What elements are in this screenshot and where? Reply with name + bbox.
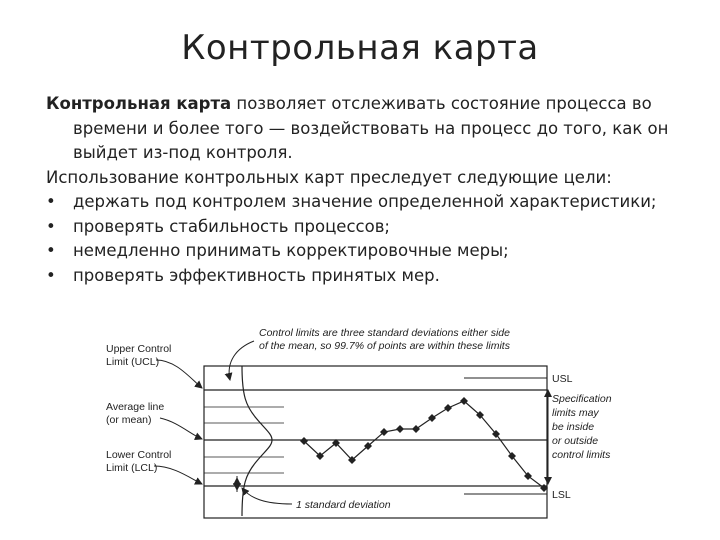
ucl-arrow xyxy=(156,360,202,388)
spec-note: or outside xyxy=(552,435,599,447)
intro-paragraph xyxy=(46,92,696,166)
data-point xyxy=(396,425,404,433)
spec-note: be inside xyxy=(552,421,595,433)
goals-lead: Использование контрольных карт преследует следующие цели: xyxy=(46,167,612,187)
bullet-dot: • xyxy=(46,216,56,236)
data-point xyxy=(412,425,420,433)
spec-note: limits may xyxy=(552,407,599,419)
usl-label: USL xyxy=(552,373,573,385)
goals-list xyxy=(46,190,696,288)
bullet-dot: • xyxy=(46,241,56,260)
goal-text: немедленно принимать корректировочные меры; xyxy=(73,241,509,260)
slide-body xyxy=(46,92,696,288)
control-chart-diagram xyxy=(104,326,624,522)
goal-text: проверять эффективность принятых мер. xyxy=(73,265,440,285)
sigma-note-arrow xyxy=(242,488,292,504)
slide-title: Контрольная карта xyxy=(181,28,539,68)
spec-note: control limits xyxy=(552,449,611,461)
lcl-label: Limit (LCL) xyxy=(106,462,158,474)
ucl-label: Limit (UCL) xyxy=(106,356,160,368)
distribution-curve xyxy=(242,366,272,516)
lsl-label: LSL xyxy=(552,489,571,501)
data-series-line xyxy=(304,401,544,488)
intro-term: Контрольная карта xyxy=(46,94,232,113)
chart-frame xyxy=(204,366,547,518)
goal-text: проверять стабильность процессов; xyxy=(73,216,390,236)
spec-note: Specification xyxy=(552,393,612,405)
average-arrow xyxy=(160,418,202,439)
ucl-label: Upper Control xyxy=(106,343,172,355)
goal-item xyxy=(46,264,696,289)
data-point xyxy=(444,404,452,412)
lcl-arrow xyxy=(154,466,202,484)
bullet-dot: • xyxy=(46,192,56,211)
control-limits-note: Control limits are three standard deviations either side xyxy=(259,327,510,339)
average-label: (or mean) xyxy=(106,414,152,426)
intro-text: позволяет отслеживать состояние процесса во времени и более того — воздействовать на процесс до того, как он выйдет из-под контроля. xyxy=(73,94,669,162)
data-point xyxy=(428,414,436,422)
sigma-note: 1 standard deviation xyxy=(296,499,391,511)
control-limits-note: of the mean, so 99.7% of points are within these limits xyxy=(259,340,510,352)
goal-item xyxy=(46,190,696,215)
lcl-label: Lower Control xyxy=(106,449,172,461)
control-chart-figure xyxy=(104,326,624,522)
goal-item xyxy=(46,239,696,264)
goal-item xyxy=(46,215,696,240)
data-points xyxy=(300,397,548,492)
average-label: Average line xyxy=(106,401,165,413)
bullet-dot: • xyxy=(46,265,56,285)
goal-text: держать под контролем значение определенной характеристики; xyxy=(73,192,657,211)
